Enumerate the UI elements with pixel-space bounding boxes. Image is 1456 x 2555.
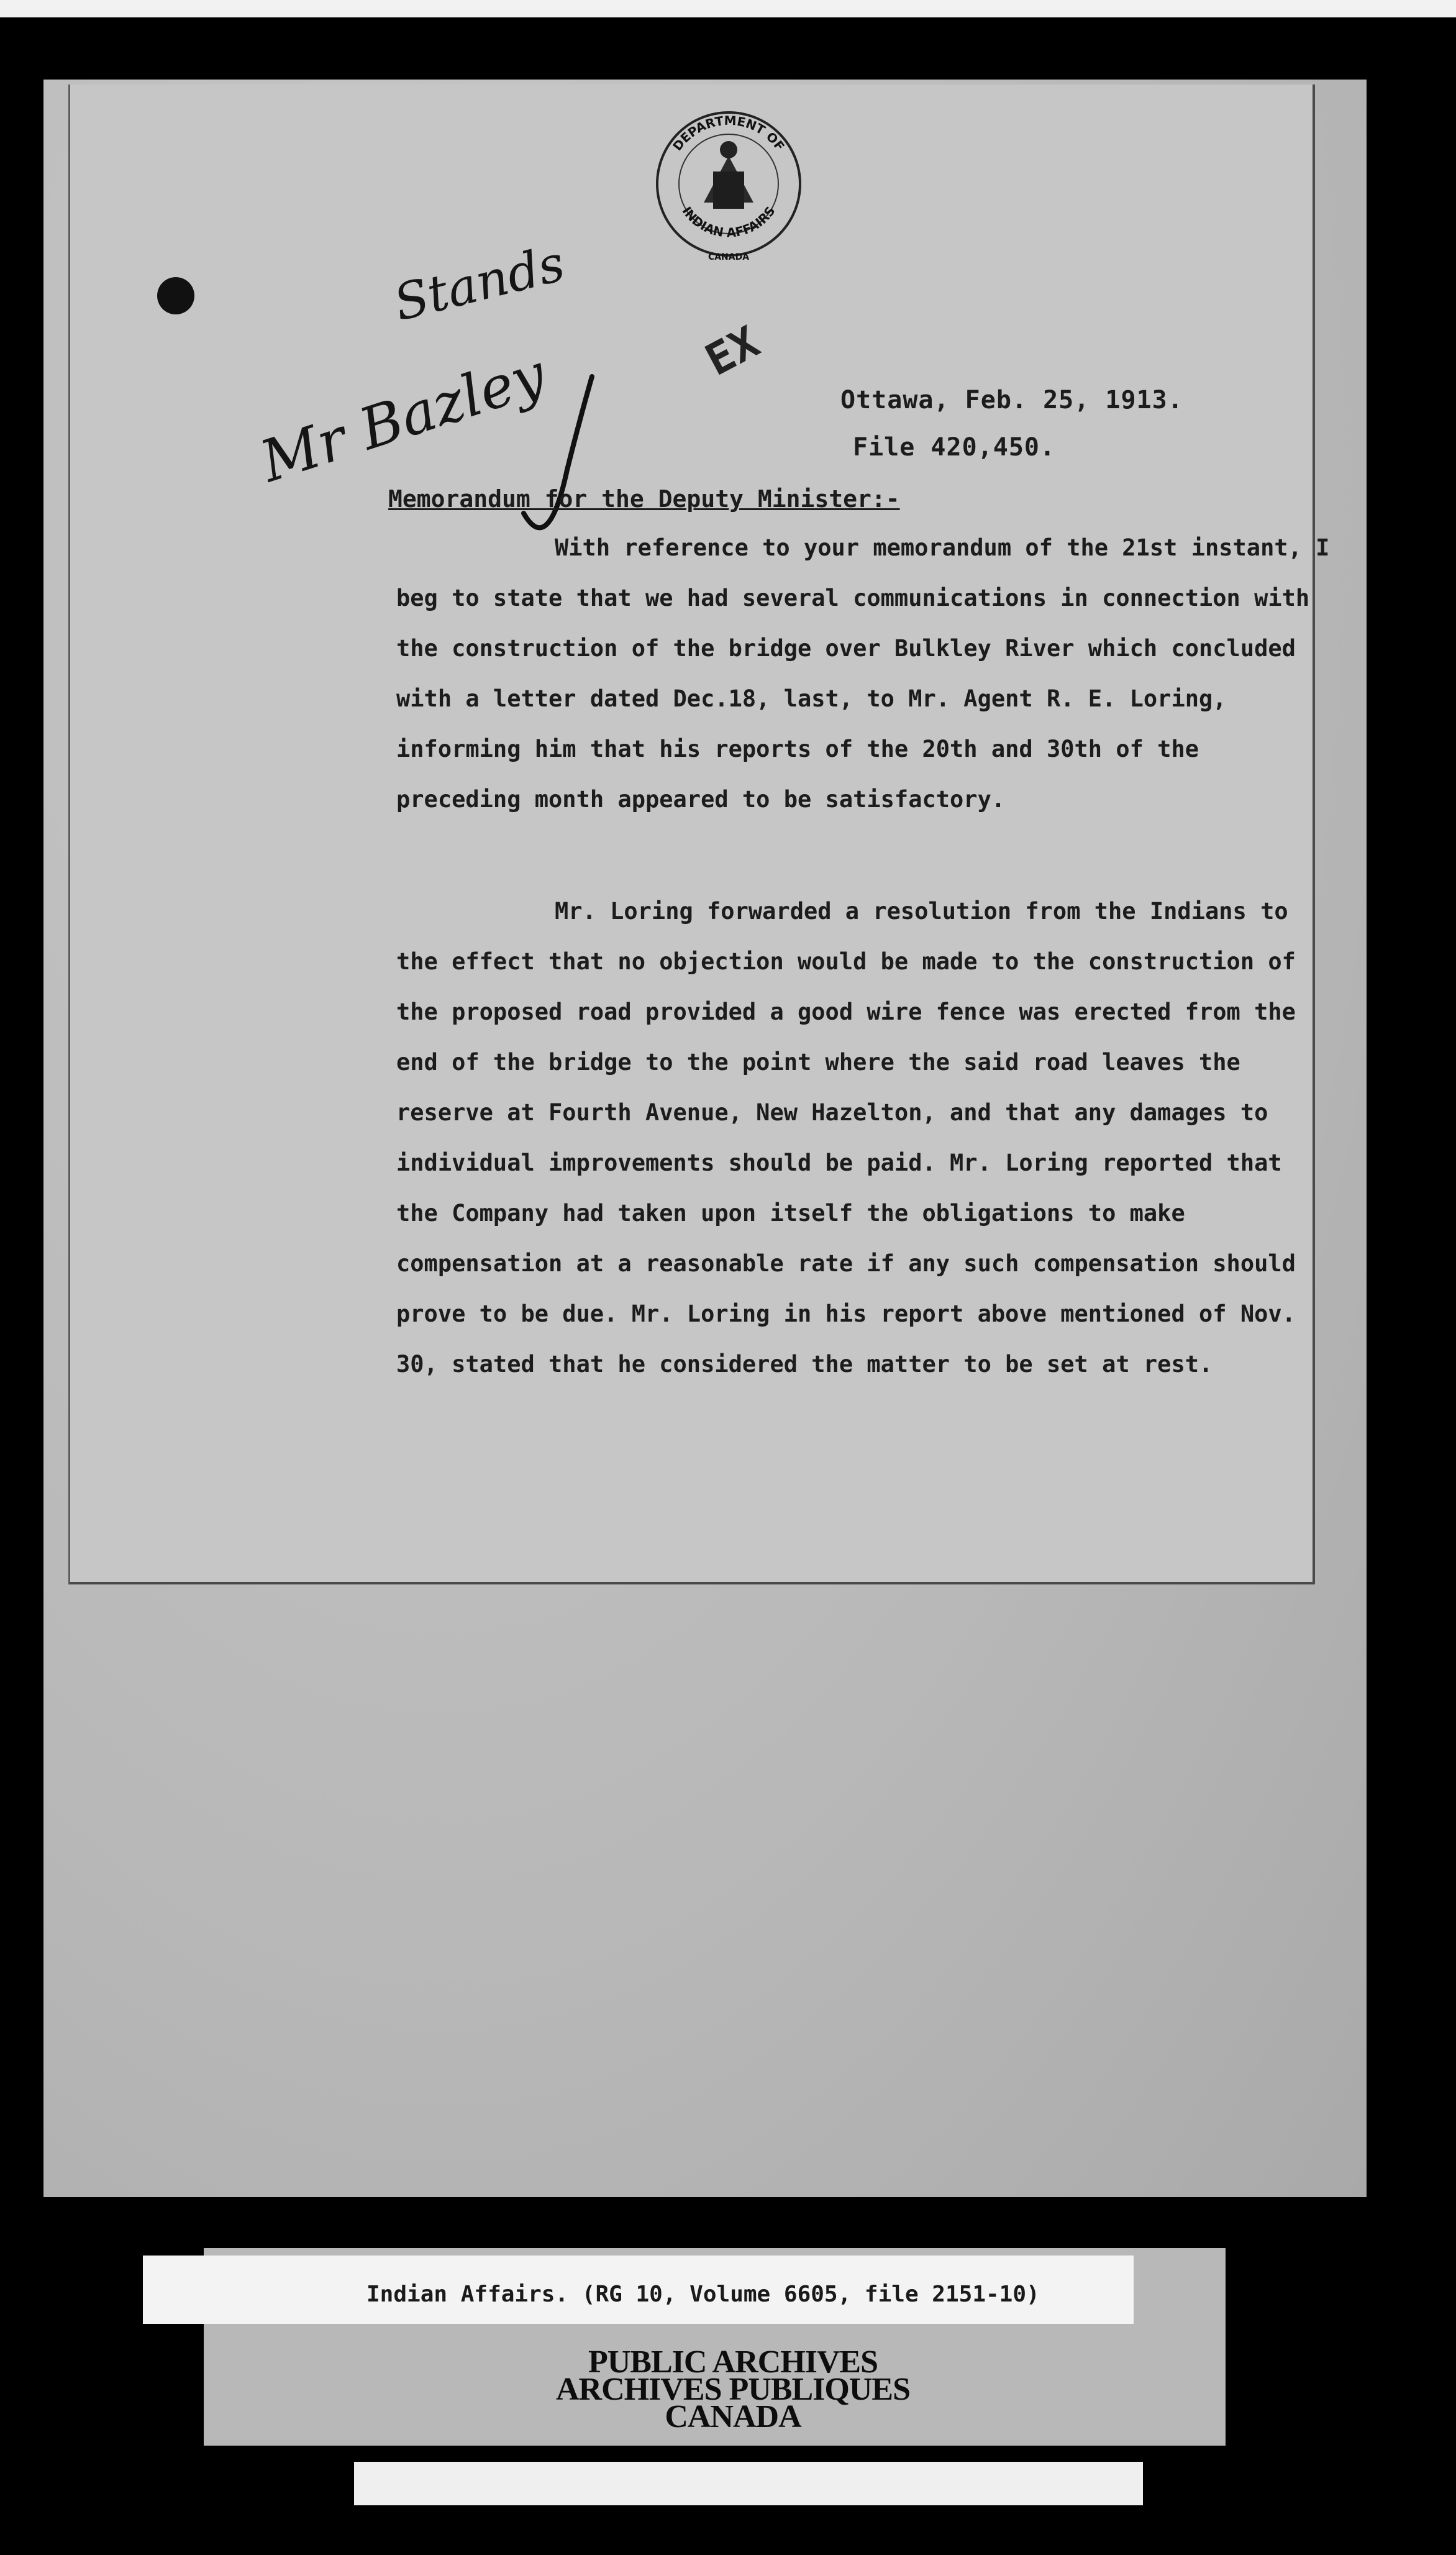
film-edge bbox=[0, 0, 1456, 17]
department-seal-icon bbox=[648, 97, 809, 271]
handwritten-signature: Mr Bazley bbox=[252, 341, 553, 495]
archives-line-country: CANADA bbox=[665, 2399, 801, 2434]
handwritten-note-stands: Stands bbox=[388, 234, 570, 332]
punch-hole bbox=[157, 277, 194, 314]
ex-stamp: EX bbox=[697, 316, 768, 386]
memo-date: Ottawa, Feb. 25, 1913. bbox=[840, 386, 1183, 414]
dateline bbox=[840, 377, 1183, 471]
memo-page bbox=[68, 85, 1330, 1584]
archives-stamp bbox=[447, 2344, 1019, 2434]
archive-reference: Indian Affairs. (RG 10, Volume 6605, file 2151-10) bbox=[366, 2282, 1040, 2307]
seal-text-country: CANADA bbox=[708, 252, 750, 262]
memo-heading: Memorandum for the Deputy Minister:- bbox=[388, 485, 900, 513]
archives-line-english: PUBLIC ARCHIVES bbox=[588, 2344, 878, 2380]
memo-paragraph: With reference to your memorandum of the 21st instant, I beg to state that we had several communications in connection with the construction of the bridge over Bulkley River which concluded with a letter dated Dec.18, last, to Mr. Agent R. E. Loring, informing him that his reports of the 20th and 30th of the preceding month appeared to be satisfactory. bbox=[396, 534, 1330, 813]
film-edge-bottom bbox=[354, 2462, 1143, 2505]
seal-text-bottom: INDIAN AFFAIRS bbox=[679, 203, 778, 240]
seal-text-top: DEPARTMENT OF bbox=[670, 112, 788, 154]
file-number: File 420,450. bbox=[853, 433, 1056, 462]
svg-text:INDIAN AFFAIRS bbox=[679, 204, 778, 240]
memo-paragraph: Mr. Loring forwarded a resolution from the Indians to the effect that no objection would be made to the construction of the proposed road provided a good wire fence was erected from the end of the bridge to the point where the said road leaves the reserve at Fourth Avenue, New Hazelton, and that any damages to individual improvements should be paid. Mr. Loring reported that the Company had taken upon itself the obligations to make compensation at a reasonable rate if any such compensation should prove to be due. Mr. Loring in his report above mentioned of Nov. 30, stated that he considered the matter to be set at rest. bbox=[396, 898, 1296, 1378]
archives-line-french: ARCHIVES PUBLIQUES bbox=[555, 2372, 911, 2407]
document-sheet bbox=[43, 80, 1367, 2197]
